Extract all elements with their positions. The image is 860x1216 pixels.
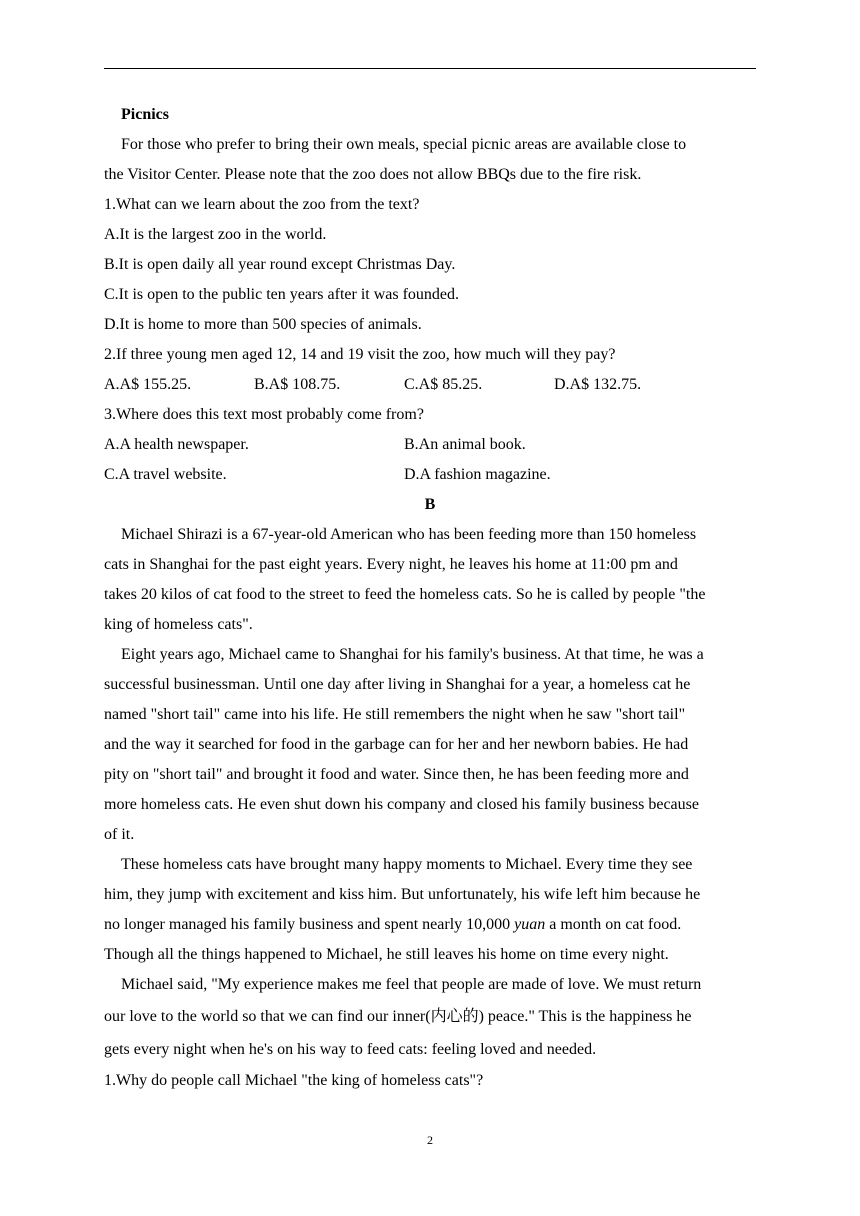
question-3-option-a: A.A health newspaper. bbox=[104, 436, 249, 453]
picnics-heading: Picnics bbox=[121, 106, 169, 123]
paragraph-2-line: Eight years ago, Michael came to Shanghai for his family's business. At that time, he was a bbox=[121, 646, 704, 663]
yuan-word: yuan bbox=[514, 916, 546, 933]
question-1-option-b: B.It is open daily all year round except Christmas Day. bbox=[104, 256, 456, 273]
paragraph-3-line: These homeless cats have brought many happy moments to Michael. Every time they see bbox=[121, 856, 693, 873]
paragraph-1-line: Michael Shirazi is a 67-year-old American who has been feeding more than 150 homeless bbox=[121, 526, 697, 543]
question-3-options-row-2 bbox=[104, 460, 756, 490]
question-2-option-b: B.A$ 108.75. bbox=[254, 376, 341, 393]
paragraph-3-line: Though all the things happened to Michael, he still leaves his home on time every night. bbox=[104, 946, 669, 963]
question-1-option-c: C.It is open to the public ten years after it was founded. bbox=[104, 286, 460, 303]
question-3-option-b: B.An animal book. bbox=[404, 436, 526, 453]
section-b-question-1: 1.Why do people call Michael "the king of homeless cats"? bbox=[104, 1072, 484, 1089]
question-2-option-d: D.A$ 132.75. bbox=[554, 376, 642, 393]
page-number: 2 bbox=[427, 1133, 433, 1147]
paragraph-1-line: cats in Shanghai for the past eight years. Every night, he leaves his home at 11:00 pm and bbox=[104, 556, 678, 573]
paragraph-2-line: of it. bbox=[104, 826, 135, 843]
paragraph-2-line: more homeless cats. He even shut down his company and closed his family business because bbox=[104, 796, 699, 813]
paragraph-4-line: gets every night when he's on his way to feed cats: feeling loved and needed. bbox=[104, 1041, 597, 1058]
paragraph-2-line: successful businessman. Until one day after living in Shanghai for a year, a homeless cat he bbox=[104, 676, 691, 693]
paragraph-3-text: no longer managed his family business and spent nearly 10,000 bbox=[104, 916, 515, 933]
question-1-option-d: D.It is home to more than 500 species of animals. bbox=[104, 316, 422, 333]
question-1: 1.What can we learn about the zoo from the text? bbox=[104, 196, 420, 213]
section-b-heading: B bbox=[424, 496, 436, 513]
paragraph-2-line: and the way it searched for food in the garbage can for her and her newborn babies. He had bbox=[104, 736, 689, 753]
paragraph-4-line: Michael said, "My experience makes me feel that people are made of love. We must return bbox=[121, 976, 702, 993]
paragraph-3-text: a month on cat food. bbox=[545, 916, 682, 933]
question-3-options-row-1 bbox=[104, 430, 756, 460]
header-rule bbox=[104, 68, 756, 69]
picnics-text-line: For those who prefer to bring their own meals, special picnic areas are available close to bbox=[121, 136, 687, 153]
paragraph-1-line: king of homeless cats". bbox=[104, 616, 253, 633]
page-content bbox=[104, 100, 756, 1096]
question-2-options bbox=[104, 370, 756, 400]
picnics-text-line: the Visitor Center. Please note that the zoo does not allow BBQs due to the fire risk. bbox=[104, 166, 642, 183]
question-3-option-c: C.A travel website. bbox=[104, 466, 227, 483]
question-1-option-a: A.It is the largest zoo in the world. bbox=[104, 226, 327, 243]
question-3-option-d: D.A fashion magazine. bbox=[404, 466, 551, 483]
question-3: 3.Where does this text most probably come from? bbox=[104, 406, 424, 423]
paragraph-3-line: him, they jump with excitement and kiss him. But unfortunately, his wife left him because he bbox=[104, 886, 701, 903]
question-2-option-c: C.A$ 85.25. bbox=[404, 376, 483, 393]
paragraph-3-line bbox=[104, 910, 756, 940]
paragraph-1-line: takes 20 kilos of cat food to the street to feed the homeless cats. So he is called by people "the bbox=[104, 586, 706, 603]
question-2: 2.If three young men aged 12, 14 and 19 visit the zoo, how much will they pay? bbox=[104, 346, 616, 363]
paragraph-4-line: our love to the world so that we can find our inner(内心的) peace." This is the happiness he bbox=[104, 1008, 692, 1025]
question-2-option-a: A.A$ 155.25. bbox=[104, 376, 192, 393]
paragraph-2-line: pity on "short tail" and brought it food and water. Since then, he has been feeding more and bbox=[104, 766, 689, 783]
paragraph-2-line: named "short tail" came into his life. He still remembers the night when he saw "short tail" bbox=[104, 706, 686, 723]
